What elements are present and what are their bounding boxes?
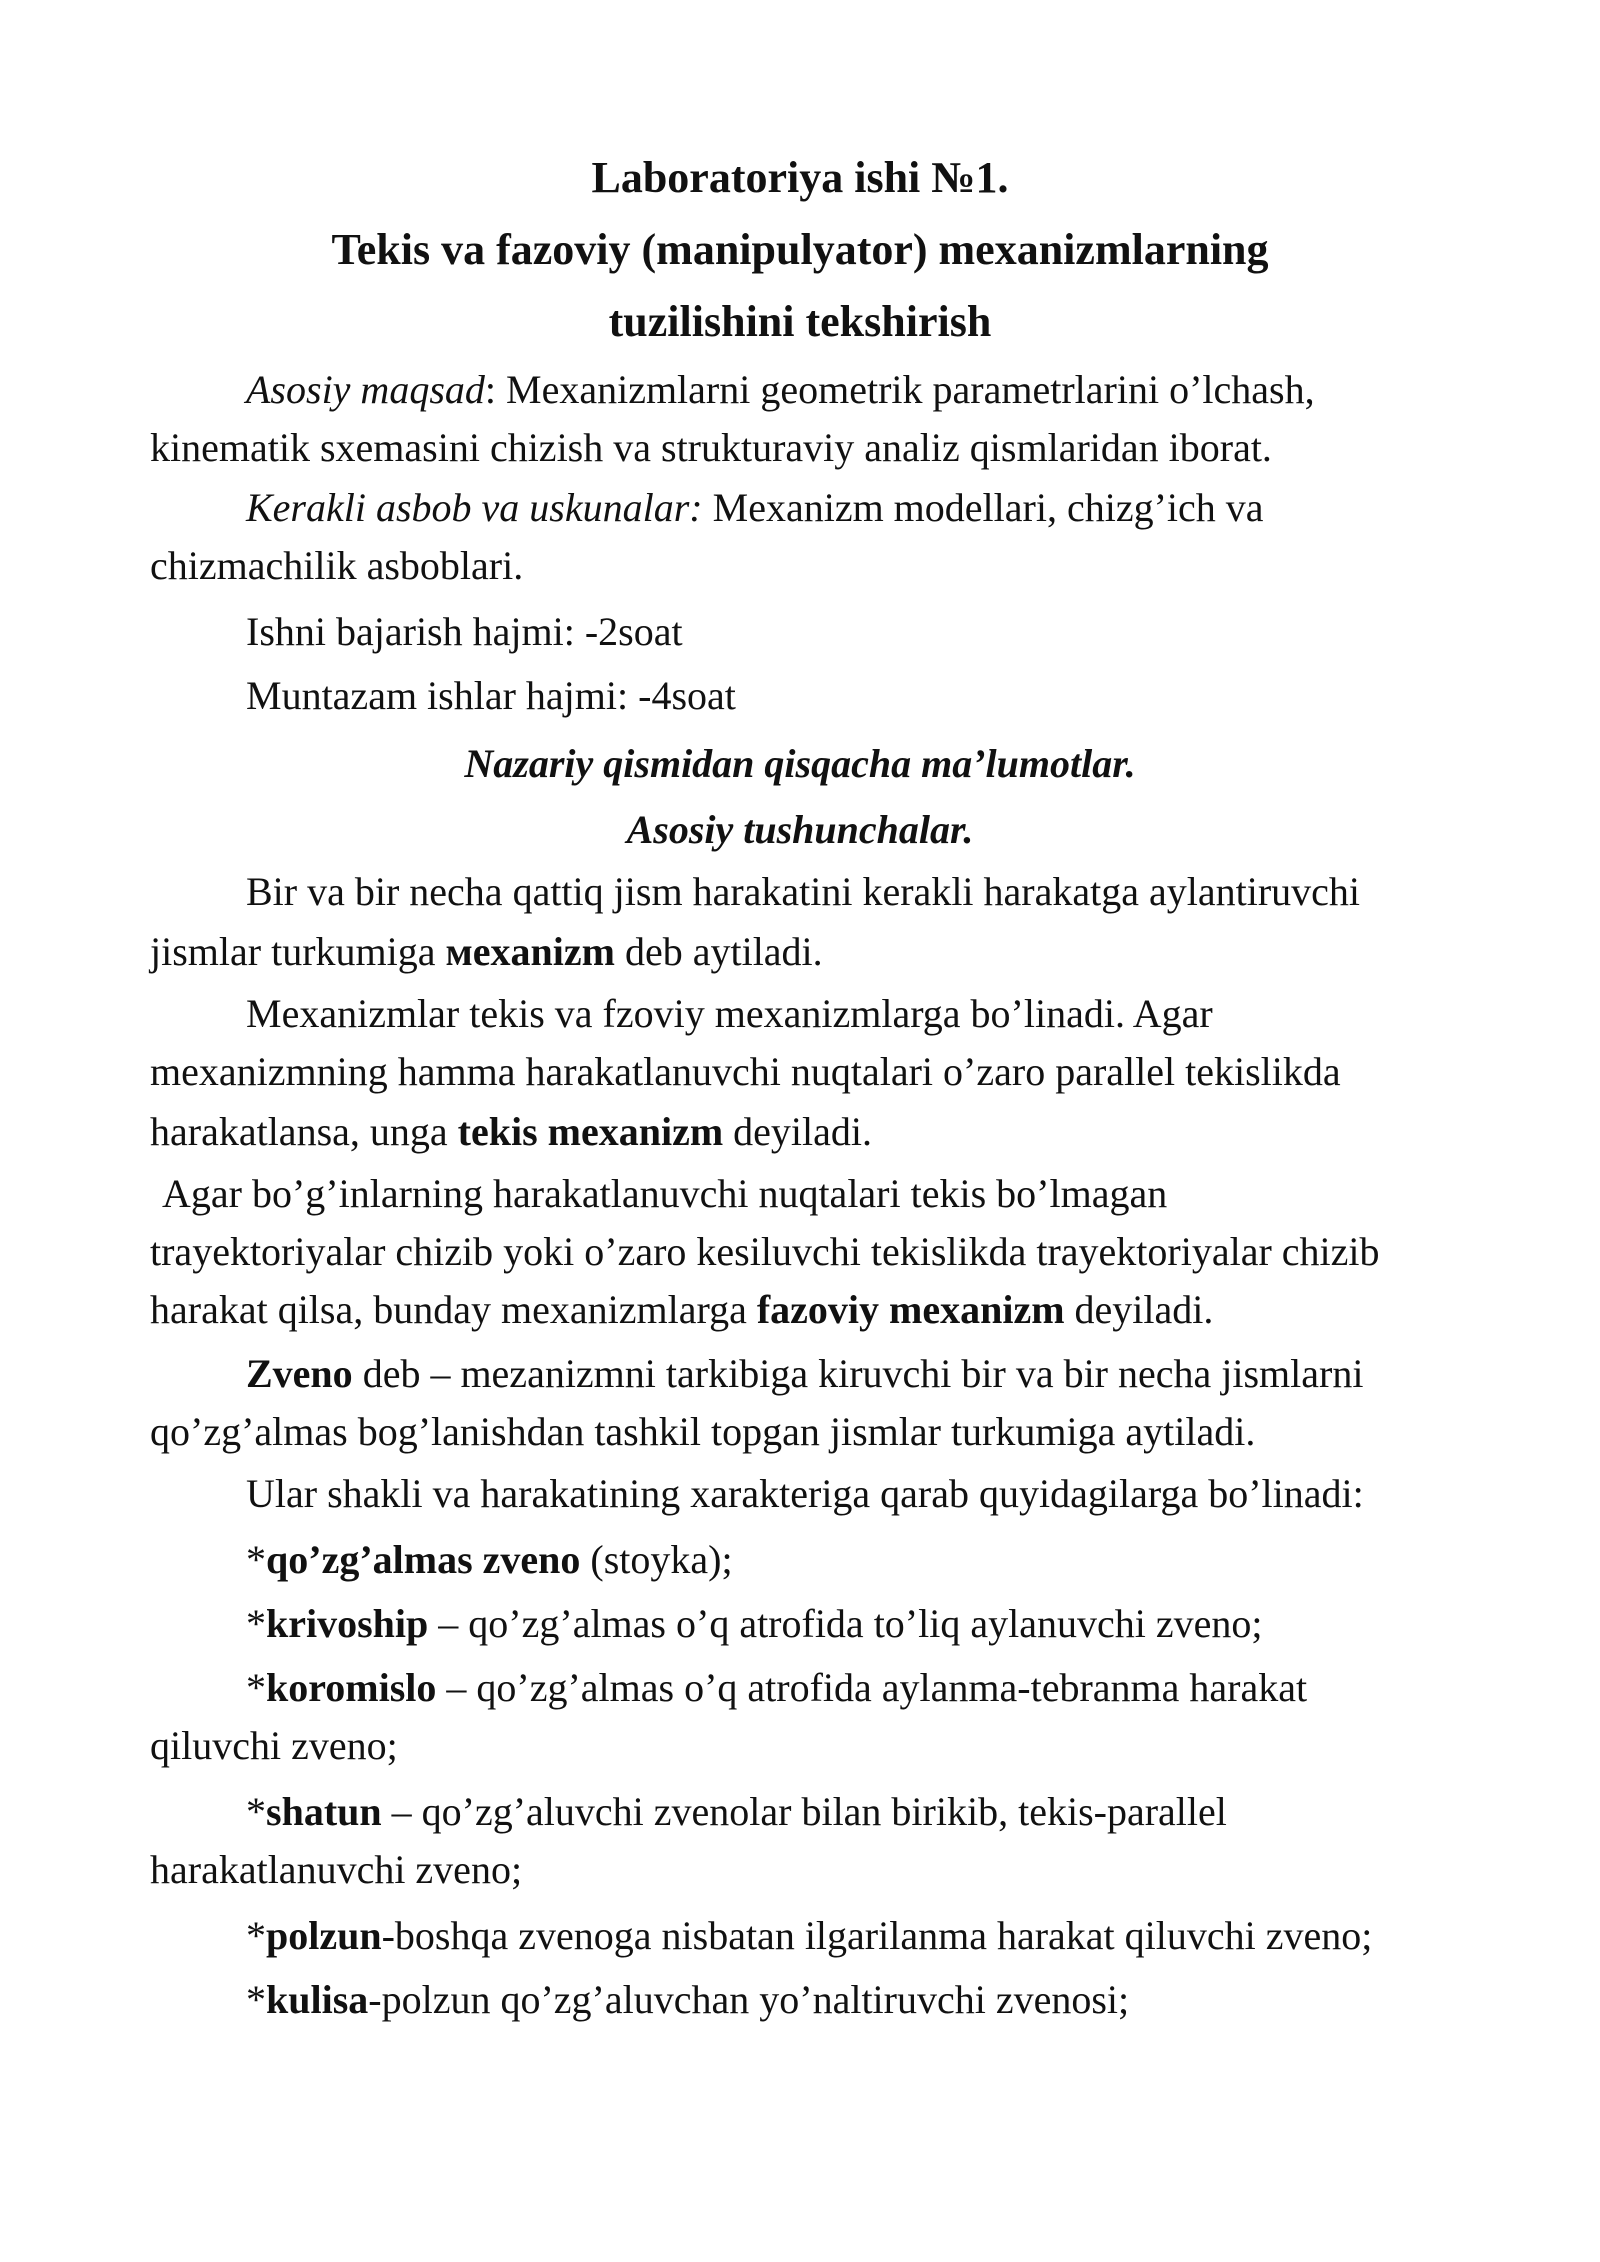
term-krivoship: krivoship (266, 1601, 429, 1646)
para2-text: harakatlansa, unga (150, 1109, 458, 1154)
list-item (246, 1976, 1129, 2024)
list-item (246, 1912, 1372, 1960)
item-text: -boshqa zvenoga nisbatan ilgarilanma harakat qiluvchi zveno; (381, 1913, 1373, 1958)
para3-text-end: deyiladi. (1064, 1287, 1214, 1332)
goal-text: : Mexanizmlarni geometrik parametrlarini o’lchash, (484, 367, 1315, 412)
para2-line-1: Mexanizmlar tekis va fzoviy mexanizmlarga bo’linadi. Agar (246, 991, 1213, 1036)
term-shatun: shatun (266, 1789, 382, 1834)
para4-line-1 (246, 1350, 1363, 1398)
para4-text: deb – mezanizmni tarkibiga kiruvchi bir va bir necha jismlarni (352, 1351, 1364, 1396)
para1-line-2 (150, 928, 823, 976)
bullet-star: * (246, 1537, 266, 1582)
bullet-star: * (246, 1913, 266, 1958)
para3-line-3 (150, 1286, 1213, 1334)
term-tekis-mexanizm: tekis mexanizm (457, 1109, 724, 1154)
para3-line-1: Agar bo’g’inlarning harakatlanuvchi nuqtalari tekis bo’lmagan (162, 1171, 1168, 1216)
list-item (246, 1788, 1227, 1836)
title-line-2: Tekis va fazoviy (manipulyator) mexanizmlarning (331, 225, 1269, 274)
list-item (246, 1536, 733, 1584)
para3-line-2: trayektoriyalar chizib yoki o’zaro kesiluvchi tekislikda trayektoriyalar chizib (150, 1229, 1380, 1274)
para1-text-end: deb aytiladi. (614, 929, 823, 974)
tools-line-2: chizmachilik asboblari. (150, 543, 524, 588)
para2-line-2: mexanizmning hamma harakatlanuvchi nuqtalari o’zaro parallel tekislikda (150, 1049, 1341, 1094)
item-text: – qo’zg’aluvchi zvenolar bilan birikib, tekis-parallel (381, 1789, 1227, 1834)
para1-text: jismlar turkumiga (150, 929, 446, 974)
item-text: (stoyka); (580, 1537, 733, 1582)
tools-label: Kerakli asbob va uskunalar: (246, 485, 703, 530)
term-zveno: Zveno (246, 1351, 353, 1396)
section-heading-2: Asosiy tushunchalar. (626, 807, 974, 852)
tools-text: Mexanizm modellari, chizg’ich va (702, 485, 1264, 530)
para2-line-3 (150, 1108, 872, 1156)
para5-line-1: Ular shakli va harakatining xarakteriga qarab quyidagilarga bo’linadi: (246, 1471, 1364, 1516)
bullet-star: * (246, 1789, 266, 1834)
work-hours: Ishni bajarish hajmi: -2soat (246, 609, 683, 654)
item-text: – qo’zg’almas o’q atrofida aylanma-tebranma harakat (436, 1665, 1308, 1710)
term-mexanizm: мexanizm (445, 929, 615, 974)
title-line-1: Laboratoriya ishi №1. (591, 153, 1009, 202)
item-text: -polzun qo’zg’aluvchan yo’naltiruvchi zvenosi; (368, 1977, 1130, 2022)
goal-label: Asosiy maqsad (246, 367, 485, 412)
term-kulisa: kulisa (266, 1977, 369, 2022)
list-item-continuation: qiluvchi zveno; (150, 1723, 398, 1768)
para4-line-2: qo’zg’almas bog’lanishdan tashkil topgan jismlar turkumiga aytiladi. (150, 1409, 1256, 1454)
list-item (246, 1600, 1262, 1648)
term-fazoviy-mexanizm: fazoviy mexanizm (756, 1287, 1065, 1332)
goal-line-2: kinematik sxemasini chizish va strukturaviy analiz qismlaridan iborat. (150, 425, 1272, 470)
bullet-star: * (246, 1601, 266, 1646)
list-item (246, 1664, 1307, 1712)
bullet-star: * (246, 1977, 266, 2022)
goal-line-1 (246, 366, 1315, 414)
bullet-star: * (246, 1665, 266, 1710)
term-qozgalmas-zveno: qo’zg’almas zveno (266, 1537, 581, 1582)
regular-hours: Muntazam ishlar hajmi: -4soat (246, 673, 736, 718)
term-koromislo: koromislo (266, 1665, 437, 1710)
para2-text-end: deyiladi. (723, 1109, 873, 1154)
section-heading-1: Nazariy qismidan qisqacha ma’lumotlar. (464, 741, 1136, 786)
title-line-3: tuzilishini tekshirish (608, 297, 992, 346)
para1-line-1: Bir va bir necha qattiq jism harakatini kerakli harakatga aylantiruvchi (246, 869, 1361, 914)
list-item-continuation: harakatlanuvchi zveno; (150, 1847, 523, 1892)
item-text: – qo’zg’almas o’q atrofida to’liq aylanuvchi zveno; (428, 1601, 1263, 1646)
term-polzun: polzun (266, 1913, 382, 1958)
tools-line-1 (246, 484, 1264, 532)
para3-text: harakat qilsa, bunday mexanizmlarga (150, 1287, 757, 1332)
